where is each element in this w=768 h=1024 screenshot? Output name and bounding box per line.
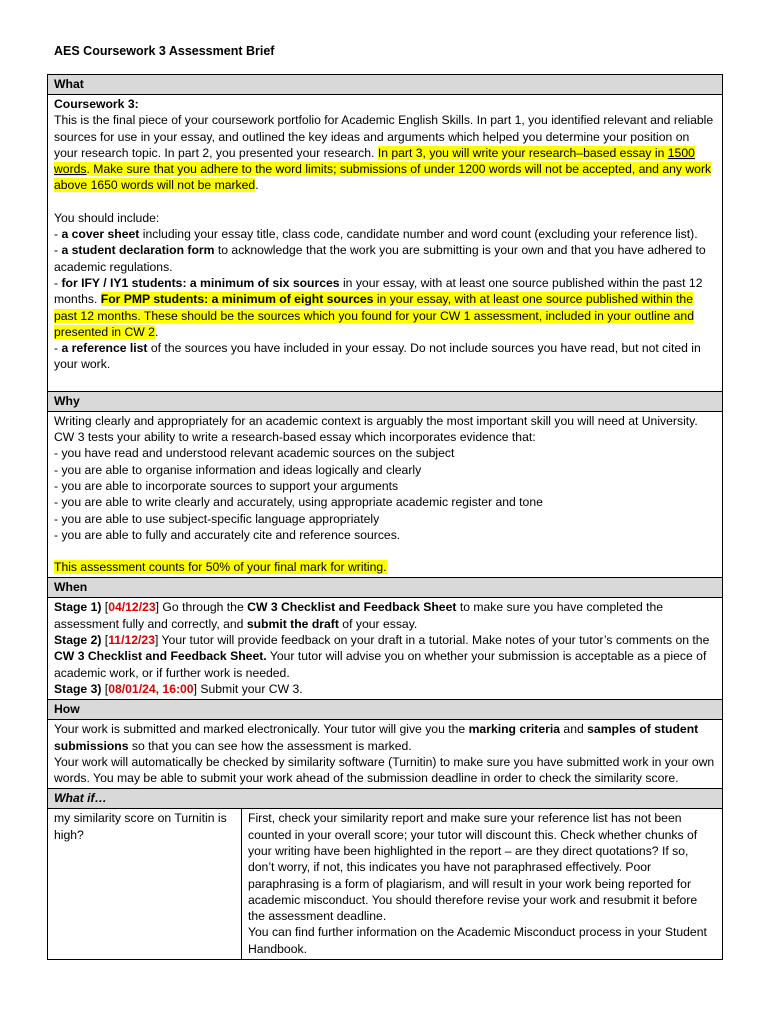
whatif-question: my similarity score on Turnitin is high? (48, 809, 242, 960)
why-heading: Why (48, 391, 723, 411)
whatif-answer (242, 809, 723, 960)
why-point: - you have read and understood relevant academic sources on the subject (54, 446, 455, 461)
stage-2: Stage 2) [11/12/23] Your tutor will provide feedback on your draft in a tutorial. Make notes of your tutor’s comments on the CW 3 Checklist and Feedback Sheet. Your tutor will advise you on whether your submission is acceptable as a piece of academic work, or if further work is needed. (54, 633, 710, 680)
whatif-content-row (48, 809, 723, 960)
when-header-row (48, 578, 723, 598)
assessment-brief-table (47, 74, 723, 960)
when-heading: When (48, 578, 723, 598)
whatif-answer-paragraph-1: First, check your similarity report and make sure your reference list has not been counted in your overall score; your tutor will discount this. Check whether chunks of your writing have been highlighted in the report – are they direct quotations? If so, don’t worry, if not, this indicates you have not paraphrased effectively. Poor paraphrasing is a form of plagiarism, and will result in your work being reported for academic misconduct. You should therefore revise your work and resubmit it before the assessment deadline. (248, 811, 698, 924)
why-point: - you are able to write clearly and accurately, using appropriate academic register and tone (54, 495, 543, 510)
stage-3: Stage 3) [08/01/24, 16:00] Submit your CW 3. (54, 681, 303, 696)
include-item-reference-list: - a reference list of the sources you have included in your essay. Do not include sources you have read, but not cited in your work. (54, 341, 701, 372)
what-content (48, 95, 723, 392)
stage-2-date: 11/12/23 (108, 633, 155, 648)
include-item-declaration: - a student declaration form to acknowledge that the work you are submitting is your own and that you have adhered to academic regulations. (54, 243, 706, 274)
what-intro: This is the final piece of your coursework portfolio for Academic English Skills. In part 1, you identified relevant and reliable sources for use in your essay, and outlined the key ideas and arguments which helped you determine your position on your research topic. In part 2, you presented your research. In part 3, you will write your research–based essay in 1500 words. Make sure that you adhere to the word limits; submissions of under 1200 words will not be accepted, and any work above 1650 words will not be marked. (54, 113, 714, 193)
how-heading: How (48, 700, 723, 720)
document-title: AES Coursework 3 Assessment Brief (54, 44, 275, 58)
how-content (48, 720, 723, 789)
pmp-highlight: For PMP students: a minimum of eight sources in your essay, with at least one source published within the past 12 months. These should be the sources which you found for your CW 1 assessment, included in your outline and presented in CW 2 (54, 292, 694, 339)
why-point: - you are able to fully and accurately cite and reference sources. (54, 527, 401, 542)
whatif-answer-paragraph-2: You can find further information on the Academic Misconduct process in your Student Handbook. (248, 925, 707, 956)
how-paragraph-2: Your work will automatically be checked by similarity software (Turnitin) to make sure you have submitted work in your own words. You may be able to submit your work ahead of the submission deadline in order to check the similarity score. (54, 754, 715, 786)
how-header-row (48, 700, 723, 720)
stage-3-date: 08/01/24, 16:00 (108, 681, 194, 696)
what-content-row (48, 95, 723, 392)
word-limit-highlight: In part 3, you will write your research–based essay in 1500 words. Make sure that you adhere to the word limits; submissions of under 1200 words will not be accepted, and any work above 1650 words will not be marked (54, 145, 712, 193)
what-heading: What (48, 75, 723, 95)
why-content-row (48, 411, 723, 578)
include-item-sources: - for IFY / IY1 students: a minimum of six sources in your essay, with at least one source published within the past 12 months. For PMP students: a minimum of eight sources in your essay, with at least one source published within the past 12 months. These should be the sources which you found for your CW 1 assessment, included in your outline and presented in CW 2. (54, 275, 703, 339)
why-point: - you are able to use subject-specific language appropriately (54, 511, 380, 526)
whatif-header-row (48, 789, 723, 809)
why-point: - you are able to incorporate sources to support your arguments (54, 478, 399, 493)
how-content-row (48, 720, 723, 789)
weighting-highlight: This assessment counts for 50% of your final mark for writing. (54, 560, 387, 575)
include-item-cover-sheet: - a cover sheet including your essay title, class code, candidate number and word count (excluding your reference list). (54, 227, 698, 242)
why-point: - you are able to organise information and ideas logically and clearly (54, 462, 422, 477)
when-content-row (48, 598, 723, 700)
why-intro: Writing clearly and appropriately for an academic context is arguably the most important skill you will need at University. CW 3 tests your ability to write a research-based essay which incorporates evidence that: (54, 413, 698, 445)
stage-1-date: 04/12/23 (108, 600, 156, 615)
word-count-underlined: 1500 words (54, 145, 695, 177)
include-label: You should include: (54, 210, 160, 225)
stage-1: Stage 1) [04/12/23] Go through the CW 3 Checklist and Feedback Sheet to make sure you have completed the assessment fully and correctly, and submit the draft of your essay. (54, 600, 664, 631)
how-paragraph-1: Your work is submitted and marked electronically. Your tutor will give you the marking criteria and samples of student submissions so that you can see how the assessment is marked. (54, 722, 699, 753)
coursework-label: Coursework 3: (54, 97, 139, 111)
when-content (48, 598, 723, 700)
why-header-row (48, 391, 723, 411)
what-header-row (48, 75, 723, 95)
why-content (48, 411, 723, 578)
whatif-heading: What if… (48, 789, 723, 809)
